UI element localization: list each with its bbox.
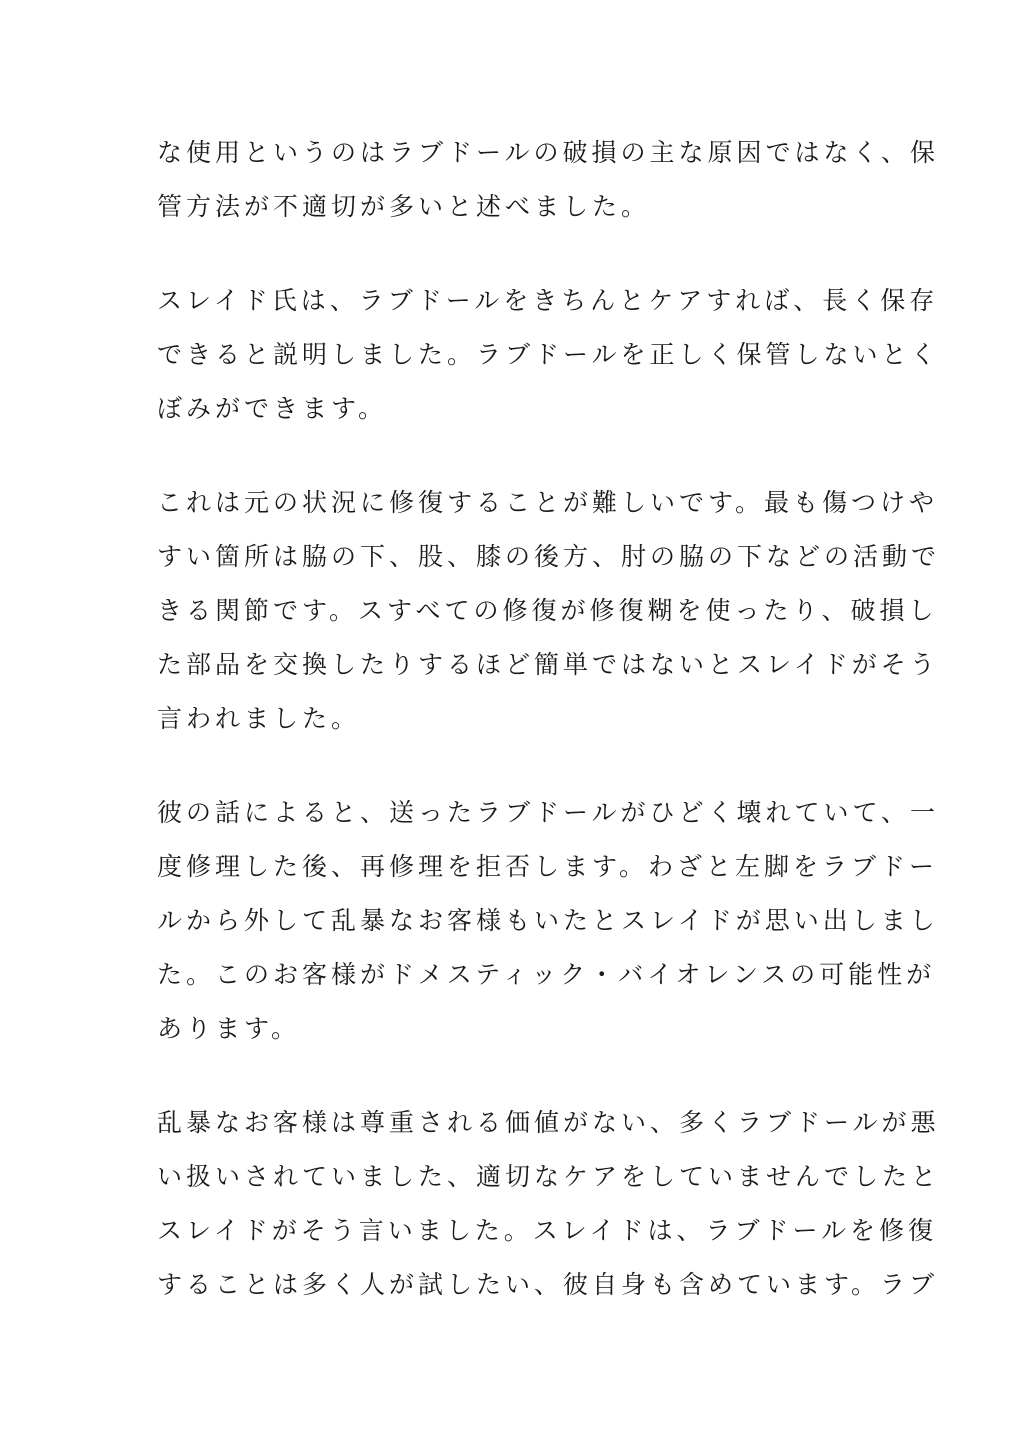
text-line: スレイド氏は、ラブドールをきちんとケアすれば、長く保存 (157, 286, 939, 315)
text-line: 言われました。 (157, 704, 361, 733)
text-line: すい箇所は脇の下、股、膝の後方、肘の脇の下などの活動で (157, 542, 941, 571)
text-line: い扱いされていました、適切なケアをしていませんでしたと (157, 1162, 941, 1191)
text-line: 度修理した後、再修理を拒否します。わざと左脚をラブドー (157, 852, 939, 881)
text-line: 乱暴なお客様は尊重される価値がない、多くラブドールが悪 (157, 1108, 940, 1137)
text-line: た部品を交換したりするほど簡単ではないとスレイドがそう (157, 650, 939, 679)
text-line: ぼみができます。 (157, 394, 388, 423)
text-line: ルから外して乱暴なお客様もいたとスレイドが思い出しまし (157, 906, 939, 935)
text-line: これは元の状況に修復することが難しいです。最も傷つけや (157, 488, 939, 517)
paragraph-5 (157, 1096, 941, 1312)
text-line: きる関節です。スすべての修復が修復糊を使ったり、破損し (157, 596, 938, 625)
paragraph-4 (157, 786, 940, 1056)
paragraph-gap (157, 436, 857, 476)
paragraph-gap (157, 1056, 857, 1096)
text-line: 管方法が不適切が多いと述べました。 (157, 192, 651, 221)
paragraph-gap (157, 746, 857, 786)
text-line: あります。 (157, 1014, 301, 1043)
paragraph-gap (157, 234, 857, 274)
paragraph-2 (157, 274, 940, 436)
text-line: できると説明しました。ラブドールを正しく保管しないとく (157, 340, 940, 369)
text-line: な使用というのはラブドールの破損の主な原因ではなく、保 (157, 138, 940, 167)
paragraph-1 (157, 126, 940, 234)
document-body (157, 126, 941, 1312)
text-line: スレイドがそう言いました。スレイドは、ラブドールを修復 (157, 1216, 938, 1245)
text-line: することは多く人が試したい、彼自身も含めています。ラブ (157, 1270, 939, 1299)
text-line: た。このお客様がドメスティック・バイオレンスの可能性が (157, 960, 936, 989)
text-line: 彼の話によると、送ったラブドールがひどく壊れていて、一 (157, 798, 940, 827)
paragraph-3 (157, 476, 941, 746)
